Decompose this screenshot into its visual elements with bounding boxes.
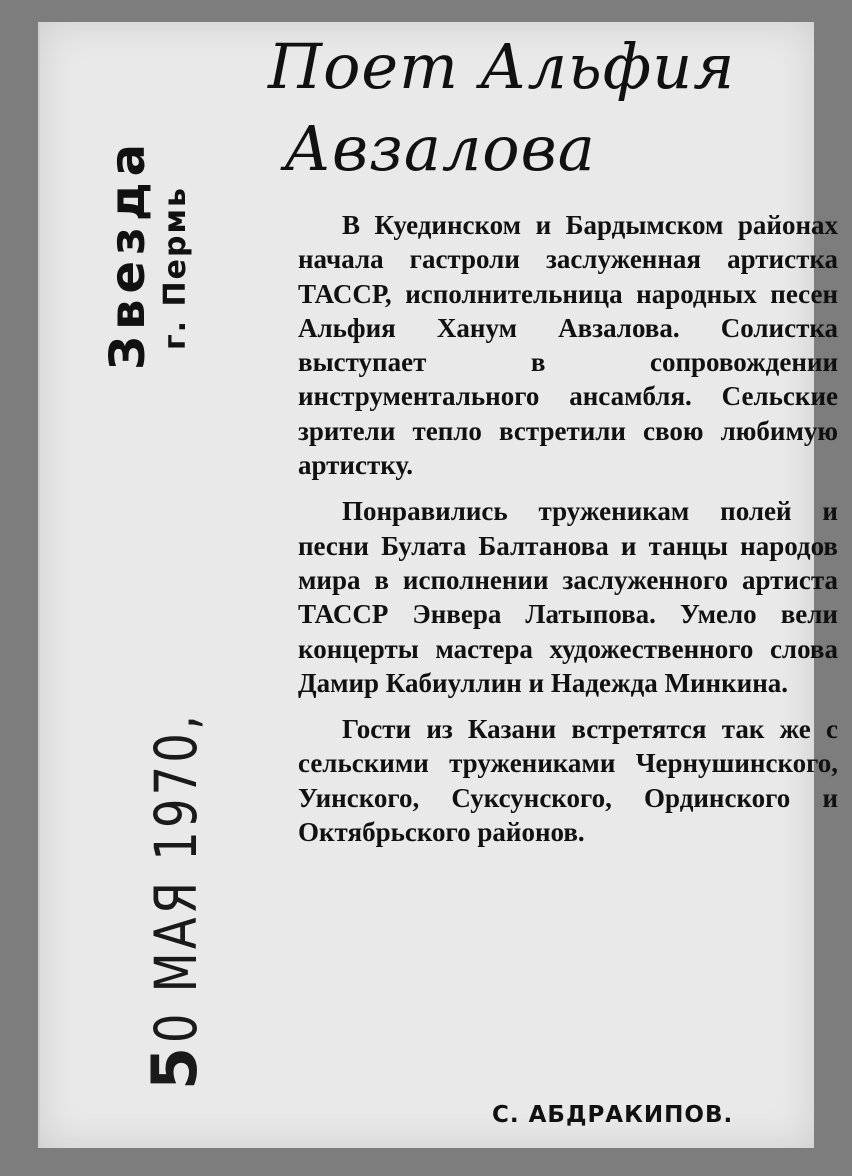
article-paragraph: Понравились труженикам полей и песни Булата Балтанова и танцы народов мира в исполнении заслуженного артиста ТАССР Энвера Латыпова. Умело вели концерты мастера художественного слова Дамир Кабиуллин и Надежда Минкина. <box>298 496 838 698</box>
author-signature: С. АБДРАКИПОВ. <box>492 1102 734 1128</box>
date-stamp-month-year: 0 МАЯ 1970, <box>142 711 210 1043</box>
date-stamp-day: 5 <box>138 1042 211 1090</box>
source-stamp-city: г. Пермь <box>158 186 193 350</box>
date-stamp <box>138 629 211 1090</box>
headline-line-2: Авзалова <box>284 112 596 185</box>
source-stamp <box>100 110 210 370</box>
headline-line-1: Поет Альфия <box>268 30 736 103</box>
newspaper-clipping <box>38 22 838 1148</box>
article-body <box>298 208 838 861</box>
article-paragraph: Гости из Казани встретятся так же с сельскими тружениками Чернушинского, Уинского, Суксунского, Ординского и Октябрьского районов. <box>298 714 838 848</box>
headline <box>268 26 735 190</box>
article-paragraph: В Куединском и Бардымском районах начала гастроли заслуженная артистка ТАССР, исполнительница народных песен Альфия Ханум Авзалова. Солистка выступает в сопровождении инструментального ансамбля. Сельские зрители тепло встретили свою любимую артистку. <box>298 210 838 481</box>
source-stamp-newspaper: Звезда <box>100 137 156 370</box>
